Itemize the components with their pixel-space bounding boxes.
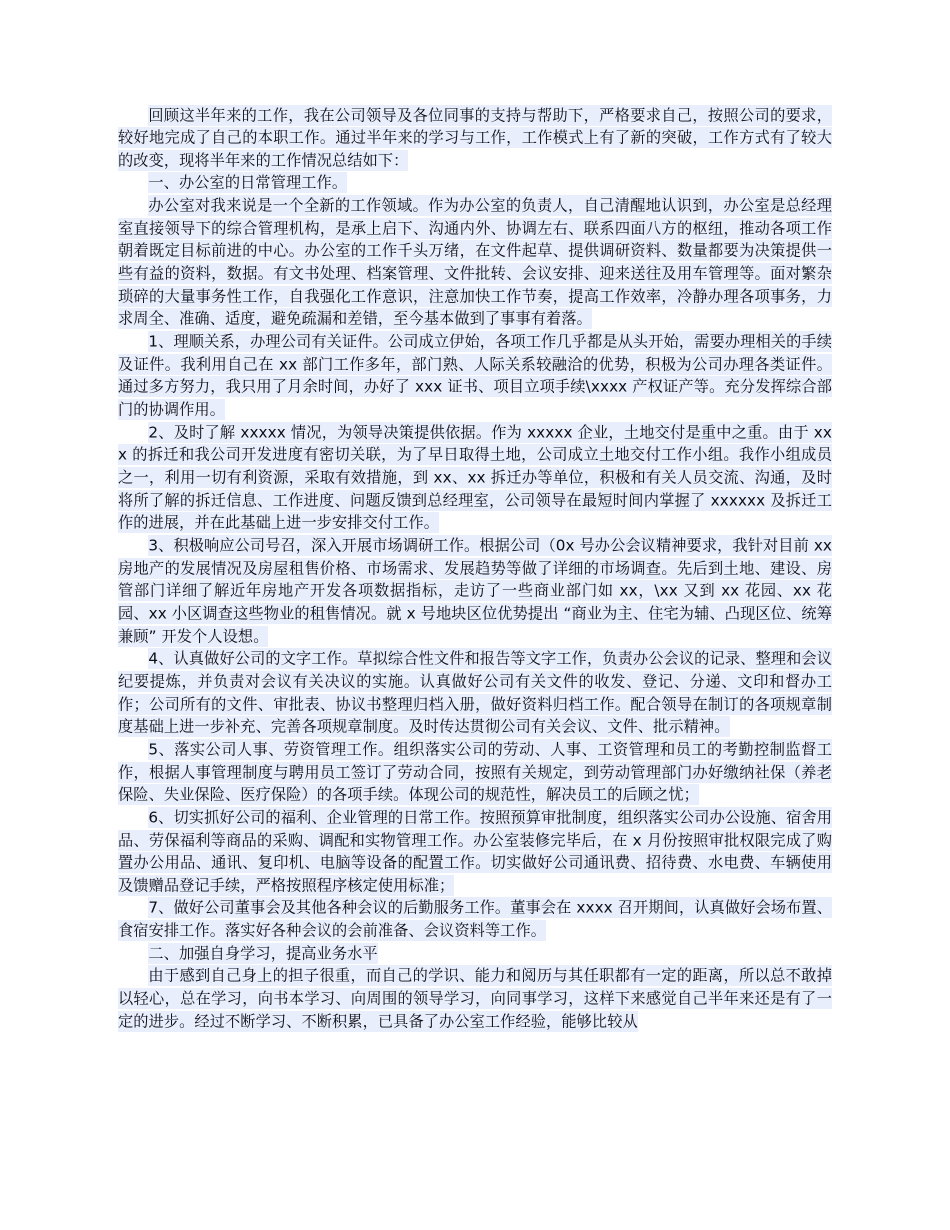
paragraph-office-overview — [118, 195, 832, 331]
paragraph-text: 回顾这半年来的工作，我在公司领导及各位同事的支持与帮助下，严格要求自己，按照公司的要求，较好地完成了自己的本职工作。通过半年来的学习与工作，工作模式上有了新的突破，工作方式有了较大的改变，现将半年来的工作情况总结如下： — [118, 106, 832, 170]
paragraph-intro — [118, 104, 832, 172]
paragraph-item-7 — [118, 897, 832, 942]
paragraph-item-4 — [118, 648, 832, 739]
paragraph-item-3 — [118, 534, 832, 647]
paragraph-text: 2、及时了解 xxxxx 情况，为领导决策提供依据。作为 xxxxx 企业，土地交付是重中之重。由于 xxx 的拆迁和我公司开发进度有密切关联，为了早日取得土地，公司成立土地交付工作小组。我作小组成员之一，利用一切有利资源，采取有效措施，到 xx、xx 拆迁办等单位，积极和有关人员交流、沟通，及时将所了解的拆迁信息、工作进度、问题反馈到总经理室，公司领导在最短时间内掌握了 xxxxxx 及拆迁工作的进展，并在此基础上进一步安排交付工作。 — [118, 423, 832, 532]
paragraph-text: 4、认真做好公司的文字工作。草拟综合性文件和报告等文字工作，负责办公会议的记录、整理和会议纪要提炼，并负责对会议有关决议的实施。认真做好公司有关文件的收发、登记、分递、文印和督办工作；公司所有的文件、审批表、协议书整理归档入册，做好资料归档工作。配合领导在制订的各项规章制度基础上进一步补充、完善各项规章制度。及时传达贯彻公司有关会议、文件、批示精神。 — [118, 649, 832, 736]
section-heading-two — [118, 942, 832, 965]
document-body — [118, 104, 832, 1033]
paragraph-text: 办公室对我来说是一个全新的工作领域。作为办公室的负责人，自己清醒地认识到，办公室是总经理室直接领导下的综合管理机构，是承上启下、沟通内外、协调左右、联系四面八方的枢纽，推动各项工作朝着既定目标前进的中心。办公室的工作千头万绪，在文件起草、提供调研资料、数量都要为决策提供一些有益的资料，数据。有文书处理、档案管理、文件批转、会议安排、迎来送往及用车管理等。面对繁杂琐碎的大量事务性工作，自我强化工作意识，注意加快工作节奏，提高工作效率，冷静办理各项事务，力求周全、准确、适度，避免疏漏和差错，至今基本做到了事事有着落。 — [118, 196, 832, 328]
paragraph-item-2 — [118, 421, 832, 534]
paragraph-text: 1、理顺关系，办理公司有关证件。公司成立伊始，各项工作几乎都是从头开始，需要办理相关的手续及证件。我利用自己在 xx 部门工作多年，部门熟、人际关系较融洽的优势，积极为公司办理各类证件。通过多方努力，我只用了月余时间，办好了 xxx 证书、项目立项手续\xxxx 产权证产等。充分发挥综合部门的协调作用。 — [118, 332, 832, 419]
paragraph-item-6 — [118, 806, 832, 897]
section-heading-one — [118, 172, 832, 195]
paragraph-text: 二、加强自身学习，提高业务水平 — [148, 944, 378, 963]
paragraph-learning — [118, 965, 832, 1033]
paragraph-text: 6、切实抓好公司的福利、企业管理的日常工作。按照预算审批制度，组织落实公司办公设施、宿舍用品、劳保福利等商品的采购、调配和实物管理工作。办公室装修完毕后，在 x 月份按照审批权限完成了购置办公用品、通讯、复印机、电脑等设备的配置工作。切实做好公司通讯费、招待费、水电费、车辆使用及馈赠品登记手续，严格按照程序核定使用标准； — [118, 808, 832, 895]
paragraph-text: 7、做好公司董事会及其他各种会议的后勤服务工作。董事会在 xxxx 召开期间，认真做好会场布置、食宿安排工作。落实好各种会议的会前准备、会议资料等工作。 — [118, 898, 832, 940]
paragraph-text: 5、落实公司人事、劳资管理工作。组织落实公司的劳动、人事、工资管理和员工的考勤控制监督工作，根据人事管理制度与聘用员工签订了劳动合同，按照有关规定，到劳动管理部门办好缴纳社保（养老保险、失业保险、医疗保险）的各项手续。体现公司的规范性，解决员工的后顾之忧； — [118, 740, 832, 804]
paragraph-item-5 — [118, 738, 832, 806]
paragraph-text: 一、办公室的日常管理工作。 — [148, 173, 348, 192]
paragraph-text: 由于感到自己身上的担子很重，而自己的学识、能力和阅历与其任职都有一定的距离，所以总不敢掉以轻心，总在学习，向书本学习、向周围的领导学习，向同事学习，这样下来感觉自己半年来还是有了一定的进步。经过不断学习、不断积累，已具备了办公室工作经验，能够比较从 — [118, 966, 832, 1031]
paragraph-text: 3、积极响应公司号召，深入开展市场调研工作。根据公司（0x 号办公会议精神要求，我针对目前 xx 房地产的发展情况及房屋租售价格、市场需求、发展趋势等做了详细的市场调查。先后到土地、建设、房管部门详细了解近年房地产开发各项数据指标，走访了一些商业部门如 xx，\xx 又到 xx 花园、xx 花园、xx 小区调查这些物业的租售情况。就 x 号地块区位优势提出 “商业为主、住宅为辅、凸现区位、统筹兼顾” 开发个人设想。 — [118, 536, 832, 646]
paragraph-item-1 — [118, 331, 832, 422]
